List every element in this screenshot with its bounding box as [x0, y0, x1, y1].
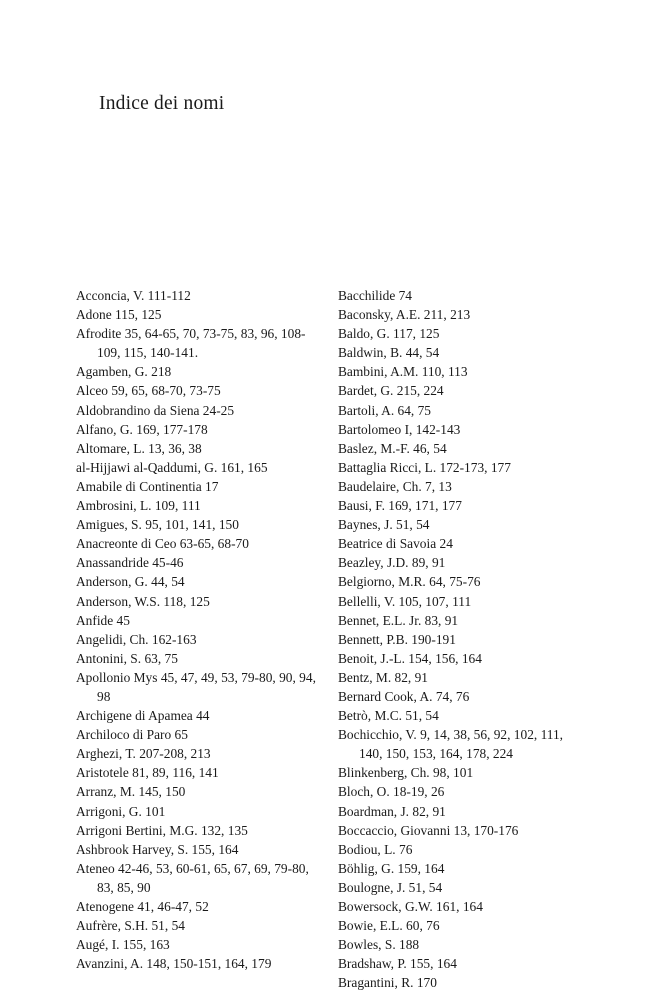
index-entry: Anassandride 45-46 [76, 555, 184, 571]
index-entry: Bennett, P.B. 190-191 [338, 631, 456, 647]
index-column-right [338, 286, 588, 992]
index-entry: Bowersock, G.W. 161, 164 [338, 899, 483, 914]
index-entry: Beazley, J.D. 89, 91 [338, 555, 446, 571]
index-entry: Bambini, A.M. 110, 113 [338, 364, 468, 380]
index-entry: Afrodite 35, 64-65, 70, 73-75, 83, 96, 108-109, 115, 140-141. [76, 326, 306, 361]
index-entry: Avanzini, A. 148, 150-151, 164, 179 [76, 956, 272, 972]
index-entry: Augé, I. 155, 163 [76, 937, 170, 953]
index-entry: Ateneo 42-46, 53, 60-61, 65, 67, 69, 79-80, 83, 85, 90 [76, 860, 309, 895]
index-entry: Anfide 45 [76, 612, 130, 628]
index-entry: Boccaccio, Giovanni 13, 170-176 [338, 822, 519, 838]
index-entry: Anacreonte di Ceo 63-65, 68-70 [76, 536, 249, 552]
index-entry: Bardet, G. 215, 224 [338, 383, 444, 399]
index-entry: Beatrice di Savoia 24 [338, 536, 453, 552]
index-entry: Arrigoni Bertini, M.G. 132, 135 [76, 822, 248, 838]
index-entry: Belgiorno, M.R. 64, 75-76 [338, 574, 481, 590]
index-entry: Anderson, W.S. 118, 125 [76, 593, 210, 609]
index-entry: Ambrosini, L. 109, 111 [76, 498, 201, 514]
index-entry: Bochicchio, V. 9, 14, 38, 56, 92, 102, 111, 140, 150, 153, 164, 178, 224 [338, 727, 564, 762]
index-entry: Bartolomeo I, 142-143 [338, 421, 461, 437]
index-entry: Angelidi, Ch. 162-163 [76, 631, 197, 647]
index-entry: Arrigoni, G. 101 [76, 803, 166, 819]
index-entry: Bartoli, A. 64, 75 [338, 402, 431, 418]
index-entry: Böhlig, G. 159, 164 [338, 860, 445, 876]
index-entry: Atenogene 41, 46-47, 52 [76, 899, 209, 914]
index-entry: Bacchilide 74 [338, 288, 412, 303]
index-entry: Aufrère, S.H. 51, 54 [76, 918, 185, 934]
index-entry: Baldwin, B. 44, 54 [338, 345, 440, 361]
index-entry: Arranz, M. 145, 150 [76, 784, 186, 800]
index-entry: Boardman, J. 82, 91 [338, 803, 446, 819]
index-entry: Arghezi, T. 207-208, 213 [76, 746, 211, 762]
index-entry: Baudelaire, Ch. 7, 13 [338, 478, 452, 494]
index-entry: Archiloco di Paro 65 [76, 727, 188, 743]
index-entry: Agamben, G. 218 [76, 364, 172, 380]
index-entry: Bausi, F. 169, 171, 177 [338, 498, 462, 514]
index-entry: Altomare, L. 13, 36, 38 [76, 440, 202, 456]
index-entry: Acconcia, V. 111-112 [76, 288, 191, 303]
index-entry: Adone 115, 125 [76, 307, 162, 323]
index-entry: Antonini, S. 63, 75 [76, 650, 178, 666]
index-entry: Bellelli, V. 105, 107, 111 [338, 593, 472, 609]
index-entry: Bernard Cook, A. 74, 76 [338, 688, 470, 704]
page-title: Indice dei nomi [99, 93, 225, 114]
index-entry: Bentz, M. 82, 91 [338, 669, 429, 685]
index-entry: Alfano, G. 169, 177-178 [76, 421, 208, 437]
index-entry: Baynes, J. 51, 54 [338, 517, 430, 533]
index-entry: Betrò, M.C. 51, 54 [338, 708, 439, 724]
index-entry: Amigues, S. 95, 101, 141, 150 [76, 517, 239, 533]
index-entry: Battaglia Ricci, L. 172-173, 177 [338, 459, 511, 475]
index-entry: Bloch, O. 18-19, 26 [338, 784, 445, 800]
index-entry: Baconsky, A.E. 211, 213 [338, 307, 471, 323]
index-entry: al-Hijjawi al-Qaddumi, G. 161, 165 [76, 459, 268, 475]
index-entry: Anderson, G. 44, 54 [76, 574, 185, 590]
index-entry: Blinkenberg, Ch. 98, 101 [338, 765, 474, 781]
index-entry: Aristotele 81, 89, 116, 141 [76, 765, 219, 781]
index-entry: Boulogne, J. 51, 54 [338, 879, 443, 895]
index-entry: Apollonio Mys 45, 47, 49, 53, 79-80, 90, 94, 98 [76, 669, 316, 704]
index-entry: Bennet, E.L. Jr. 83, 91 [338, 612, 459, 628]
index-entry: Bowles, S. 188 [338, 937, 420, 953]
index-entry: Bradshaw, P. 155, 164 [338, 956, 457, 972]
index-entry: Archigene di Apamea 44 [76, 708, 210, 724]
index-entry: Alceo 59, 65, 68-70, 73-75 [76, 383, 221, 399]
index-entry: Benoit, J.-L. 154, 156, 164 [338, 650, 482, 666]
index-column-left [76, 286, 324, 973]
index-entry: Bodiou, L. 76 [338, 841, 413, 857]
index-entry: Amabile di Continentia 17 [76, 478, 219, 494]
index-entry: Bragantini, R. 170 [338, 975, 437, 991]
index-entry: Ashbrook Harvey, S. 155, 164 [76, 841, 239, 857]
index-entry: Aldobrandino da Siena 24-25 [76, 402, 235, 418]
index-entry: Bowie, E.L. 60, 76 [338, 918, 440, 934]
index-entry: Baldo, G. 117, 125 [338, 326, 440, 342]
index-entry: Baslez, M.-F. 46, 54 [338, 440, 447, 456]
